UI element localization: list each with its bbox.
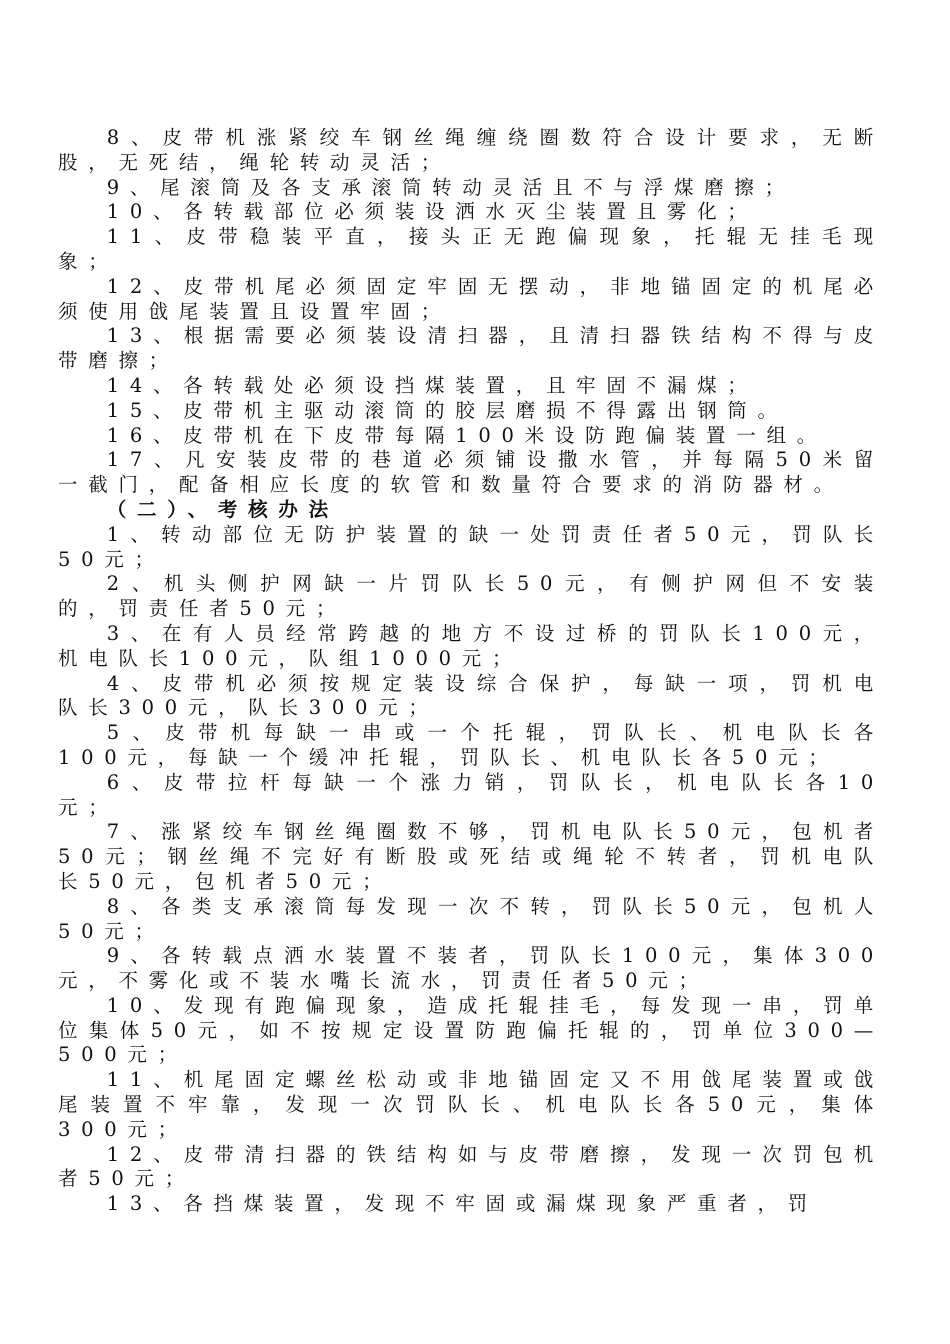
clause-9: 9、尾滚筒及各支承滚筒转动灵活且不与浮煤磨擦；: [106, 175, 795, 199]
clause-12: 12、皮带机尾必须固定牢固无摆动，非地锚固定的机尾必须使用戗尾装置且设置牢固；: [58, 274, 884, 323]
clause-13: 13、根据需要必须装设清扫器，且清扫器铁结构不得与皮带磨擦；: [58, 324, 884, 373]
clause-15: 15、皮带机主驱动滚筒的胶层磨损不得露出钢筒。: [106, 398, 788, 422]
clause-10: 10、各转载部位必须装设洒水灭尘装置且雾化；: [106, 200, 758, 224]
assessment-item-10: 10、发现有跑偏现象，造成托辊挂毛，每发现一串，罚单位集体50元，如不按规定设置防跑偏托辊的，罚单位300—500元；: [58, 993, 884, 1067]
document-body: [58, 126, 884, 1217]
assessment-item-13: 13、各挡煤装置，发现不牢固或漏煤现象严重者，罚: [106, 1192, 818, 1216]
clause-8: 8、皮带机涨紧绞车钢丝绳缠绕圈数符合设计要求，无断股，无死结，绳轮转动灵活；: [58, 126, 884, 174]
assessment-item-1: 1、转动部位无防护装置的缺一处罚责任者50元，罚队长50元；: [58, 522, 884, 571]
section-heading-assessment: （二）、考核办法: [106, 497, 339, 521]
assessment-item-12: 12、皮带清扫器的铁结构如与皮带磨擦，发现一次罚包机者50元；: [58, 1142, 884, 1191]
clause-11: 11、皮带稳装平直，接头正无跑偏现象，托辊无挂毛现象；: [58, 225, 884, 273]
assessment-item-7: 7、涨紧绞车钢丝绳圈数不够，罚机电队长50元，包机者50元；钢丝绳不完好有断股或死结或绳轮不转者，罚机电队长50元，包机者50元；: [58, 820, 884, 893]
clause-14: 14、各转载处必须设挡煤装置，且牢固不漏煤；: [106, 373, 758, 397]
assessment-item-5: 5、皮带机每缺一串或一个托辊，罚队长、机电队长各100元，每缺一个缓冲托辊，罚队长、机电队长各50元；: [58, 721, 884, 769]
assessment-item-9: 9、各转载点洒水装置不装者，罚队长100元，集体300元，不雾化或不装水嘴长流水，罚责任者50元；: [58, 944, 884, 993]
assessment-item-6: 6、皮带拉杆每缺一个涨力销，罚队长，机电队长各10元；: [58, 770, 884, 819]
assessment-item-11: 11、机尾固定螺丝松动或非地锚固定又不用戗尾装置或戗尾装置不牢靠，发现一次罚队长、机电队长各50元，集体300元；: [58, 1068, 884, 1141]
assessment-item-2: 2、机头侧护网缺一片罚队长50元，有侧护网但不安装的，罚责任者50元；: [58, 572, 884, 621]
assessment-item-4: 4、皮带机必须按规定装设综合保护，每缺一项，罚机电队长300元，队长300元；: [58, 671, 884, 720]
assessment-item-8: 8、各类支承滚筒每发现一次不转，罚队长50元，包机人50元；: [58, 894, 884, 943]
clause-17: 17、凡安装皮带的巷道必须铺设撒水管，并每隔50米留一截门，配备相应长度的软管和数量符合要求的消防器材。: [58, 448, 884, 497]
assessment-item-3: 3、在有人员经常跨越的地方不设过桥的罚队长100元，机电队长100元，队组1000元；: [58, 621, 884, 670]
clause-16: 16、皮带机在下皮带每隔100米设防跑偏装置一组。: [106, 423, 827, 447]
